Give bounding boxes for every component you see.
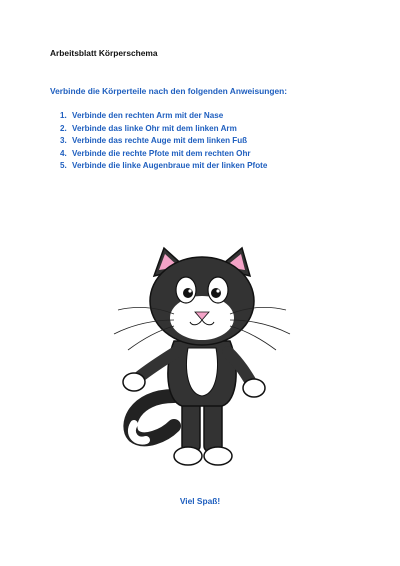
instruction-number: 4. xyxy=(60,148,67,158)
instruction-item xyxy=(60,123,267,136)
worksheet-subtitle: Verbinde die Körperteile nach den folgenden Anweisungen: xyxy=(50,86,288,96)
instruction-text: Verbinde das linke Ohr mit dem linken Arm xyxy=(72,123,237,133)
cartoon-cat-icon xyxy=(104,246,294,478)
cat-tail xyxy=(130,396,174,441)
instruction-number: 5. xyxy=(60,161,67,170)
instruction-number: 3. xyxy=(60,136,67,145)
instruction-item xyxy=(60,135,267,148)
instruction-text: Verbinde die rechte Pfote mit dem rechten Ohr xyxy=(72,148,251,158)
instruction-number: 1. xyxy=(60,111,67,120)
instruction-list xyxy=(60,110,267,173)
closing-text: Viel Spaß! xyxy=(179,496,221,506)
instruction-item xyxy=(60,148,267,161)
cat-head xyxy=(150,248,254,345)
instruction-item xyxy=(60,160,267,173)
instruction-text: Verbinde das rechte Auge mit dem linken Fuß xyxy=(72,136,248,145)
instruction-text: Verbinde die linke Augenbraue mit der linken Pfote xyxy=(72,161,268,170)
instruction-text: Verbinde den rechten Arm mit der Nase xyxy=(72,111,224,120)
cat-feet xyxy=(174,447,232,465)
worksheet-title: Arbeitsblatt Körperschema xyxy=(50,48,158,58)
instruction-item xyxy=(60,110,267,123)
instruction-number: 2. xyxy=(60,123,67,133)
